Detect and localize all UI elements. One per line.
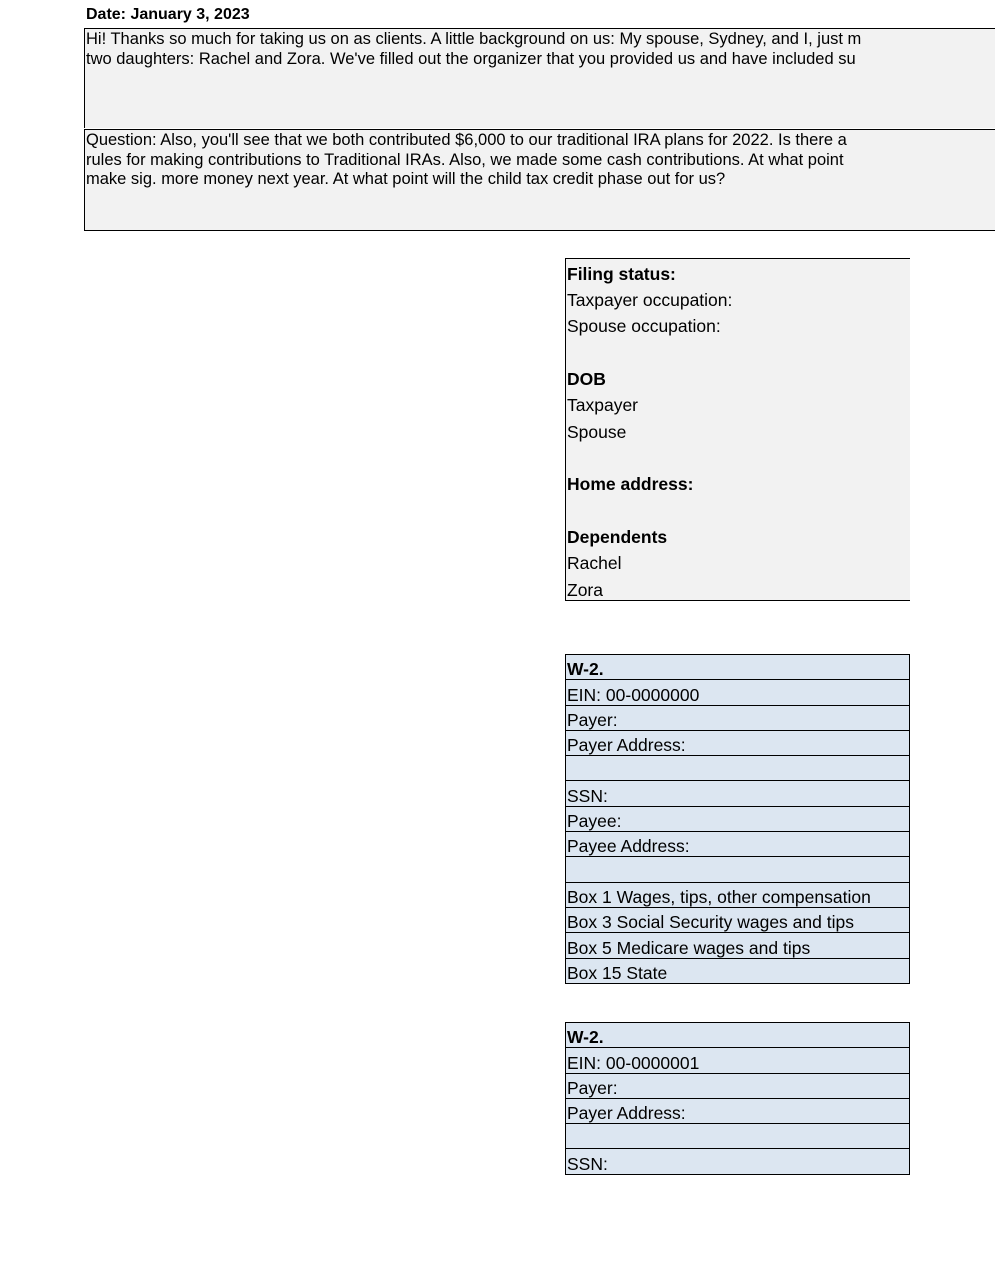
w2-title: W-2. xyxy=(566,655,910,680)
question-note xyxy=(84,129,995,231)
w2-form-2 xyxy=(565,1022,910,1175)
dob-heading: DOB xyxy=(567,369,606,389)
w2-payer: Payer: xyxy=(566,1073,910,1098)
w2-ein: EIN: 00-0000001 xyxy=(566,1048,910,1073)
w2-title: W-2. xyxy=(566,1023,910,1048)
taxpayer-occupation-label: Taxpayer occupation: xyxy=(567,290,733,310)
intro-line-1: Hi! Thanks so much for taking us on as clients. A little background on us: My spouse, Sydney, and I, just m xyxy=(86,30,862,48)
w2-ssn: SSN: xyxy=(566,1149,910,1174)
dependent-zora: Zora xyxy=(567,580,603,600)
dependents-heading: Dependents xyxy=(567,527,668,547)
intro-line-2: two daughters: Rachel and Zora. We've filled out the organizer that you provided us and have included su xyxy=(86,49,856,68)
w2-payee-address: Payee Address: xyxy=(566,832,910,857)
question-line-2: rules for making contributions to Traditional IRAs. Also, we made some cash contributions. At what point xyxy=(86,150,844,169)
question-line-1: Question: Also, you'll see that we both contributed $6,000 to our traditional IRA plans for 2022. Is there a xyxy=(86,131,847,149)
taxpayer-info-box xyxy=(565,258,910,601)
spouse-occupation-label: Spouse occupation: xyxy=(567,316,721,336)
question-line-3: make sig. more money next year. At what point will the child tax credit phase out for us? xyxy=(86,170,726,188)
w2-ein: EIN: 00-0000000 xyxy=(566,680,910,705)
document-date: Date: January 3, 2023 xyxy=(86,6,250,23)
home-address-label: Home address: xyxy=(567,474,694,494)
w2-payer-address: Payer Address: xyxy=(566,730,910,755)
w2-ssn: SSN: xyxy=(566,781,910,806)
w2-box5: Box 5 Medicare wages and tips xyxy=(566,933,910,958)
client-notes xyxy=(84,28,995,231)
w2-payee: Payee: xyxy=(566,806,910,831)
dob-taxpayer-label: Taxpayer xyxy=(567,395,639,415)
w2-payer-address-2 xyxy=(566,756,910,781)
intro-note xyxy=(84,28,995,128)
w2-payer: Payer: xyxy=(566,705,910,730)
w2-box15: Box 15 State xyxy=(566,958,910,983)
w2-payer-address-2 xyxy=(566,1124,910,1149)
dob-spouse-label: Spouse xyxy=(567,422,627,442)
w2-box1: Box 1 Wages, tips, other compensation xyxy=(566,882,910,907)
w2-payee-address-2 xyxy=(566,857,910,882)
dependent-rachel: Rachel xyxy=(567,553,622,573)
w2-form-1 xyxy=(565,654,910,984)
w2-box3: Box 3 Social Security wages and tips xyxy=(566,907,910,932)
filing-status-label: Filing status: xyxy=(567,264,676,284)
w2-payer-address: Payer Address: xyxy=(566,1098,910,1123)
